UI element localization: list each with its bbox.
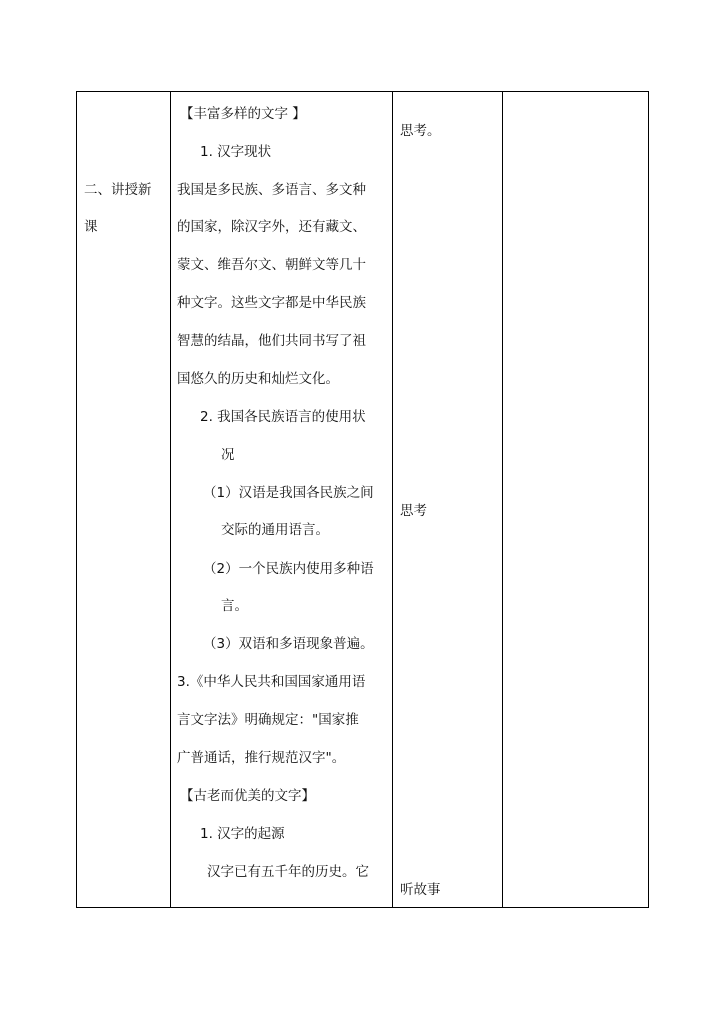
section-title-line1: 二、讲授新 xyxy=(84,182,152,198)
heading-rich-scripts: 【丰富多样的文字 】 xyxy=(180,106,306,122)
table-border-left xyxy=(76,91,77,908)
subitem-2-line1: （2）一个民族内使用多种语 xyxy=(203,561,374,577)
subitem-3: （3）双语和多语现象普遍。 xyxy=(203,636,374,652)
paragraph-line: 的国家，除汉字外，还有藏文、 xyxy=(177,219,366,235)
table-border-top xyxy=(76,91,649,92)
paragraph-line: 种文字。这些文字都是中华民族 xyxy=(177,295,366,311)
column-divider-1 xyxy=(170,91,171,908)
column-divider-2 xyxy=(392,91,393,908)
item-2-line1: 2. 我国各民族语言的使用状 xyxy=(200,409,366,425)
column-divider-3 xyxy=(502,91,503,908)
item-3-line: 广普通话，推行规范汉字"。 xyxy=(177,750,346,766)
item-1-current-status: 1. 汉字现状 xyxy=(200,144,272,160)
subitem-2-line2: 言。 xyxy=(221,598,248,614)
paragraph-line: 我国是多民族、多语言、多文种 xyxy=(177,182,366,198)
activity-listen-story: 听故事 xyxy=(400,882,441,898)
paragraph-line: 智慧的结晶，他们共同书写了祖 xyxy=(177,333,366,349)
paragraph-line: 国悠久的历史和灿烂文化。 xyxy=(177,371,339,387)
paragraph-line: 蒙文、维吾尔文、朝鲜文等几十 xyxy=(177,257,366,273)
item-2-line2: 况 xyxy=(221,447,235,463)
item-3-line: 言文字法》明确规定："国家推 xyxy=(177,712,359,728)
subitem-1-line1: （1）汉语是我国各民族之间 xyxy=(203,485,374,501)
table-border-right xyxy=(648,91,649,908)
activity-think-1: 思考。 xyxy=(400,123,441,139)
heading-ancient-scripts: 【古老而优美的文字】 xyxy=(180,788,315,804)
activity-think-2: 思考 xyxy=(400,503,427,519)
item-3-line: 3.《中华人民共和国国家通用语 xyxy=(177,674,366,690)
table-border-bottom xyxy=(76,907,649,908)
section-title-line2: 课 xyxy=(84,219,98,235)
item-origin: 1. 汉字的起源 xyxy=(200,826,285,842)
subitem-1-line2: 交际的通用语言。 xyxy=(221,522,329,538)
paragraph-line: 汉字已有五千年的历史。它 xyxy=(207,864,369,880)
